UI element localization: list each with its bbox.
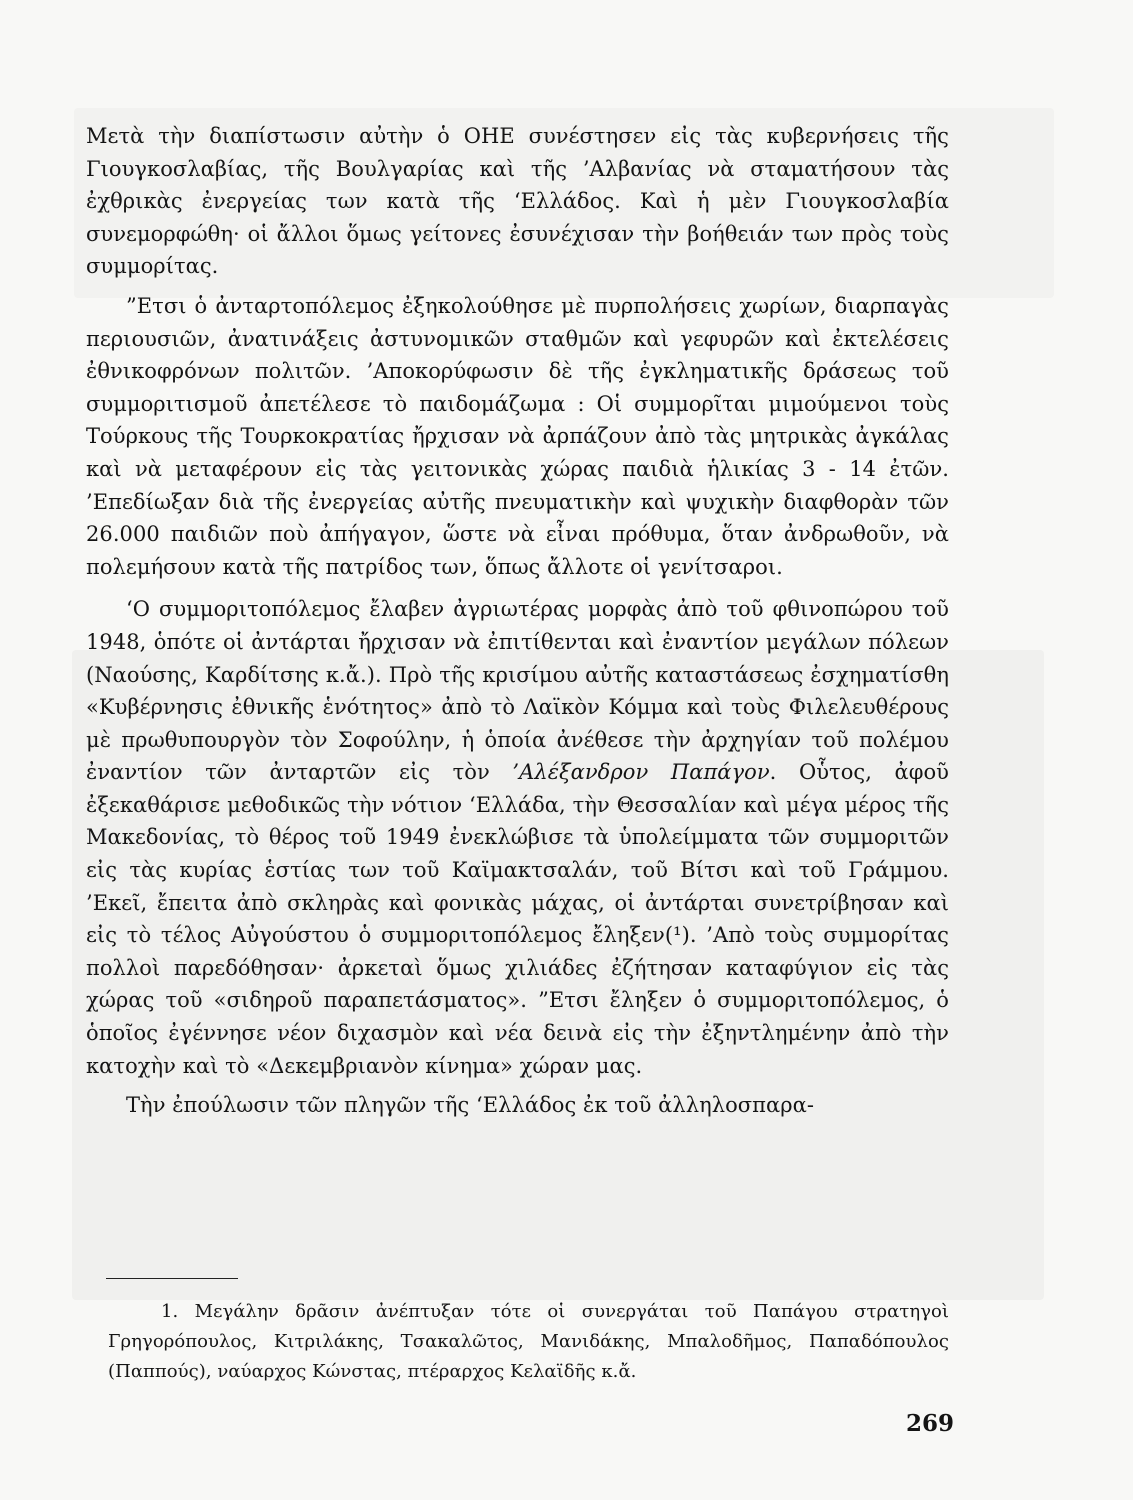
- paragraph-3: [86, 593, 949, 1082]
- main-text: [86, 120, 949, 1122]
- paragraph-1: Μετὰ τὴν διαπίστωσιν αὐτὴν ὁ ΟΗΕ συνέστησεν εἰς τὰς κυβερνήσεις τῆς Γιουγκοσλαβίας, τῆς Βουλγαρίας καὶ τῆς ’Αλβανίας νὰ σταματήσουν τὰς ἐχθρικὰς ἐνεργείας των κατὰ τῆς ‘Ελλάδος. Καὶ ἡ μὲν Γιουγκοσλαβία συνεμορφώθη· οἱ ἄλλοι ὅμως γείτονες ἐσυνέχισαν τὴν βοήθειάν των πρὸς τοὺς συμμορίτας.: [86, 124, 949, 279]
- footnote-rule: [106, 1278, 238, 1279]
- paragraph-4: Τὴν ἐπούλωσιν τῶν πληγῶν τῆς ‘Ελλάδος ἐκ τοῦ ἀλληλοσπαρα-: [126, 1093, 815, 1118]
- paragraph-3-italic-name: ’Αλέξανδρον Παπάγον: [512, 760, 770, 785]
- footnote: 1. Μεγάλην δρᾶσιν ἀνέπτυξαν τότε οἱ συνεργάται τοῦ Παπάγου στρατηγοὶ Γρηγορόπουλος, Κιτριλάκης, Τσακαλῶτος, Μανιδάκης, Μπαλοδῆμος, Παπαδόπουλος (Παππούς), ναύαρχος Κώνστας, πτέραρχος Κελαϊδῆς κ.ἄ.: [108, 1301, 949, 1382]
- paragraph-2: ”Ετσι ὁ ἀνταρτοπόλεμος ἐξηκολούθησε μὲ πυρπολήσεις χωρίων, διαρπαγὰς περιουσιῶν, ἀνατινάξεις ἀστυνομικῶν σταθμῶν καὶ γεφυρῶν καὶ ἐκτελέσεις ἐθνικοφρόνων πολιτῶν. ’Αποκορύφωσιν δὲ τῆς ἐγκληματικῆς δράσεως τοῦ συμμοριτισμοῦ ἀπετέλεσε τὸ παιδομάζωμα : Οἱ συμμορῖται μιμούμενοι τοὺς Τούρκους τῆς Τουρκοκρατίας ἤρχισαν νὰ ἀρπάζουν ἀπὸ τὰς μητρικὰς ἀγκάλας καὶ νὰ μεταφέρουν εἰς τὰς γειτονικὰς χώρας παιδιὰ ἡλικίας 3 - 14 ἐτῶν. ’Επεδίωξαν διὰ τῆς ἐνεργείας αὐτῆς πνευματικὴν καὶ ψυχικὴν διαφθορὰν τῶν 26.000 παιδιῶν ποὺ ἀπήγαγον, ὥστε νὰ εἶναι πρόθυμα, ὅταν ἀνδρωθοῦν, νὰ πολεμήσουν κατὰ τῆς πατρίδος των, ὅπως ἄλλοτε οἱ γενίτσαροι.: [86, 293, 949, 579]
- page-number: 269: [905, 1410, 954, 1437]
- paragraph-3-text-before-name: ‘Ο συμμοριτοπόλεμος ἔλαβεν ἀγριωτέρας μορφὰς ἀπὸ τοῦ φθινοπώρου τοῦ 1948, ὁπότε οἱ ἀντάρται ἤρχισαν νὰ ἐπιτίθενται καὶ ἐναντίον μεγάλων πόλεων (Ναούσης, Καρδίτσης κ.ἄ.). Πρὸ τῆς κρισίμου αὐτῆς καταστάσεως ἐσχηματίσθη «Κυβέρνησις ἐθνικῆς ἑνότητος» ἀπὸ τὸ Λαϊκὸν Κόμμα καὶ τοὺς Φιλελευθέρους μὲ πρωθυπουργὸν τὸν Σοφούλην, ἡ ὁποία ἀνέθεσε τὴν ἀρχηγίαν τοῦ πολέμου ἐναντίον τῶν ἀνταρτῶν εἰς τὸν: [86, 597, 949, 785]
- paragraph-3-text-after-name: . Οὗτος, ἀφοῦ ἐξεκαθάρισε μεθοδικῶς τὴν νότιον ‘Ελλάδα, τὴν Θεσσαλίαν καὶ μέγα μέρος τῆς Μακεδονίας, τὸ θέρος τοῦ 1949 ἐνεκλώβισε τὰ ὑπολείμματα τῶν συμμοριτῶν εἰς τὰς κυρίας ἑστίας των τοῦ Καϊμακτσαλάν, τοῦ Βίτσι καὶ τοῦ Γράμμου. ’Εκεῖ, ἔπειτα ἀπὸ σκληρὰς καὶ φονικὰς μάχας, οἱ ἀντάρται συνετρίβησαν καὶ εἰς τὸ τέλος Αὐγούστου ὁ συμμοριτοπόλεμος ἔληξεν(¹). ’Απὸ τοὺς συμμορίτας πολλοὶ παρεδόθησαν· ἀρκεταὶ ὅμως χιλιάδες ἐζήτησαν καταφύγιον εἰς τὰς χώρας τοῦ «σιδηροῦ παραπετάσματος». ”Ετσι ἔληξεν ὁ συμμοριτοπόλεμος, ὁ ὁποῖος ἐγέννησε νέον διχασμὸν καὶ νέα δεινὰ εἰς τὴν ἐξηντλημένην ἀπὸ τὴν κατοχὴν καὶ τὸ «Δεκεμβριανὸν κίνημα» χώραν μας.: [86, 760, 949, 1078]
